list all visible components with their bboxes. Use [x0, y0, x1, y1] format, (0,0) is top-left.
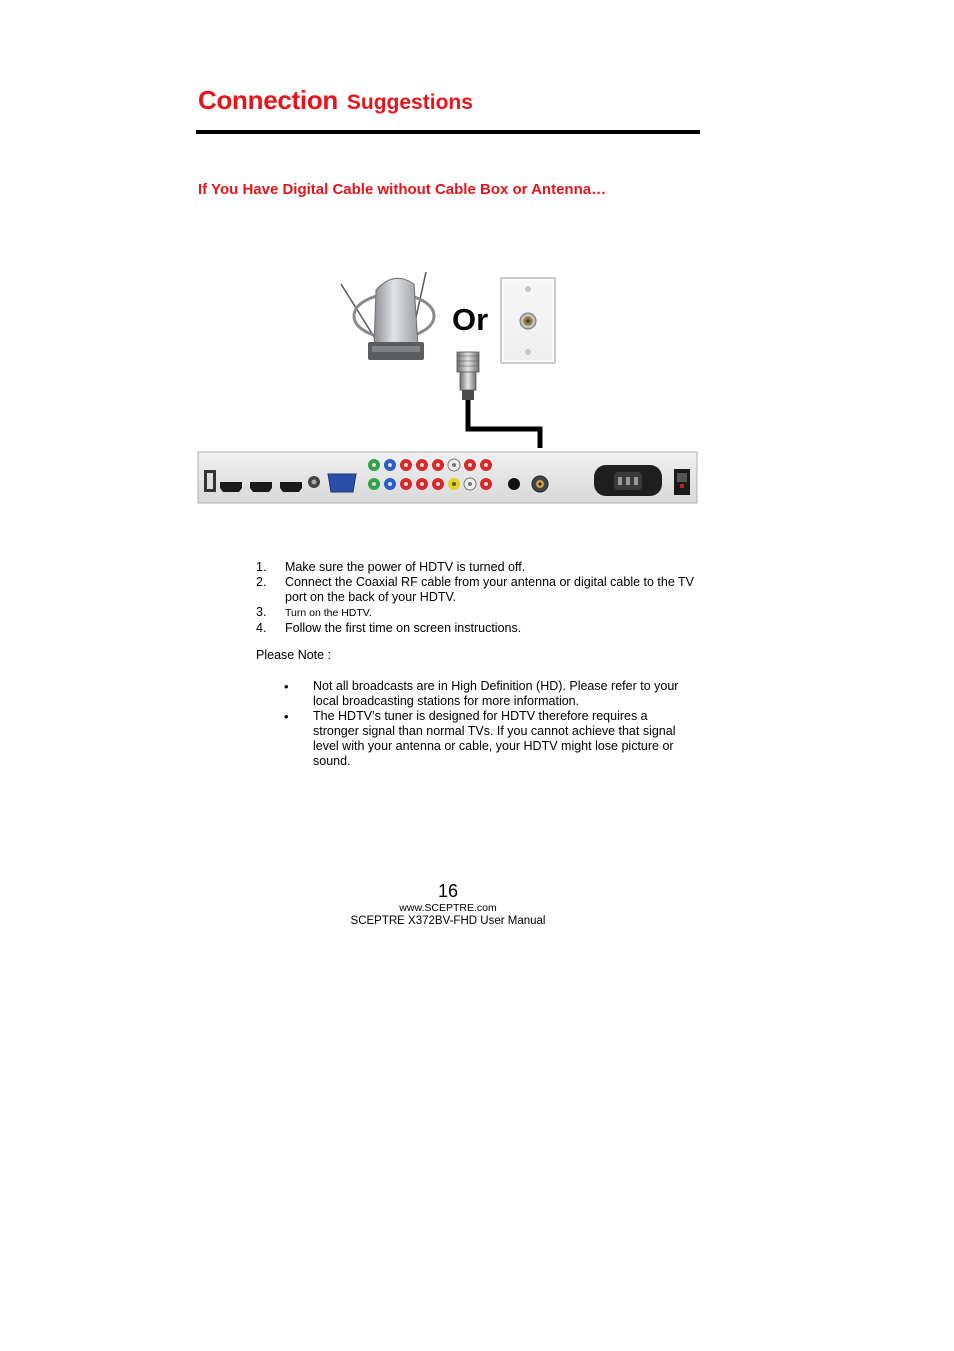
antenna-icon	[341, 272, 434, 360]
footer-manual-title: SCEPTRE X372BV-FHD User Manual	[350, 915, 546, 927]
coax-connector-icon	[457, 352, 479, 400]
step-number: 2.	[256, 575, 267, 589]
bullet-icon: •	[284, 709, 289, 724]
note-label: Please Note :	[256, 648, 332, 662]
page-title	[198, 80, 473, 117]
note-text: Not all broadcasts are in High Definition (HD). Please refer to your local broadcasting stations for more information.	[313, 679, 679, 708]
instruction-steps	[256, 560, 706, 636]
step-number: 3.	[256, 605, 267, 619]
coax-cable	[468, 400, 540, 448]
step-item	[256, 575, 706, 605]
bullet-icon: •	[284, 679, 289, 694]
title-suggestions: Suggestions	[346, 91, 473, 114]
step-number: 4.	[256, 621, 267, 635]
note-item	[284, 709, 696, 769]
step-item	[256, 605, 706, 621]
tv-rear-panel	[198, 452, 697, 503]
page-number: 16	[437, 881, 459, 901]
note-text: The HDTV’s tuner is designed for HDTV therefore requires a stronger signal than normal TVs. If you cannot achieve that signal level with your antenna or cable, your HDTV might lose picture or sound.	[313, 709, 676, 768]
step-item	[256, 621, 706, 636]
title-rule	[196, 130, 700, 134]
title-connection: Connection	[198, 85, 338, 115]
step-text: Connect the Coaxial RF cable from your antenna or digital cable to the TV port on the back of your HDTV.	[285, 575, 695, 604]
step-number: 1.	[256, 560, 267, 574]
step-item	[256, 560, 706, 575]
step-text: Turn on the HDTV.	[285, 607, 372, 619]
step-text: Follow the first time on screen instructions.	[285, 621, 522, 635]
note-item	[284, 679, 696, 709]
section-heading: If You Have Digital Cable without Cable Box or Antenna…	[198, 181, 607, 198]
connection-diagram	[196, 262, 700, 508]
note-bullets	[284, 679, 696, 769]
footer-website: www.SCEPTRE.com	[399, 902, 497, 914]
wall-plate-icon	[501, 278, 555, 363]
step-text: Make sure the power of HDTV is turned off.	[285, 560, 526, 574]
or-label: Or	[452, 302, 489, 337]
